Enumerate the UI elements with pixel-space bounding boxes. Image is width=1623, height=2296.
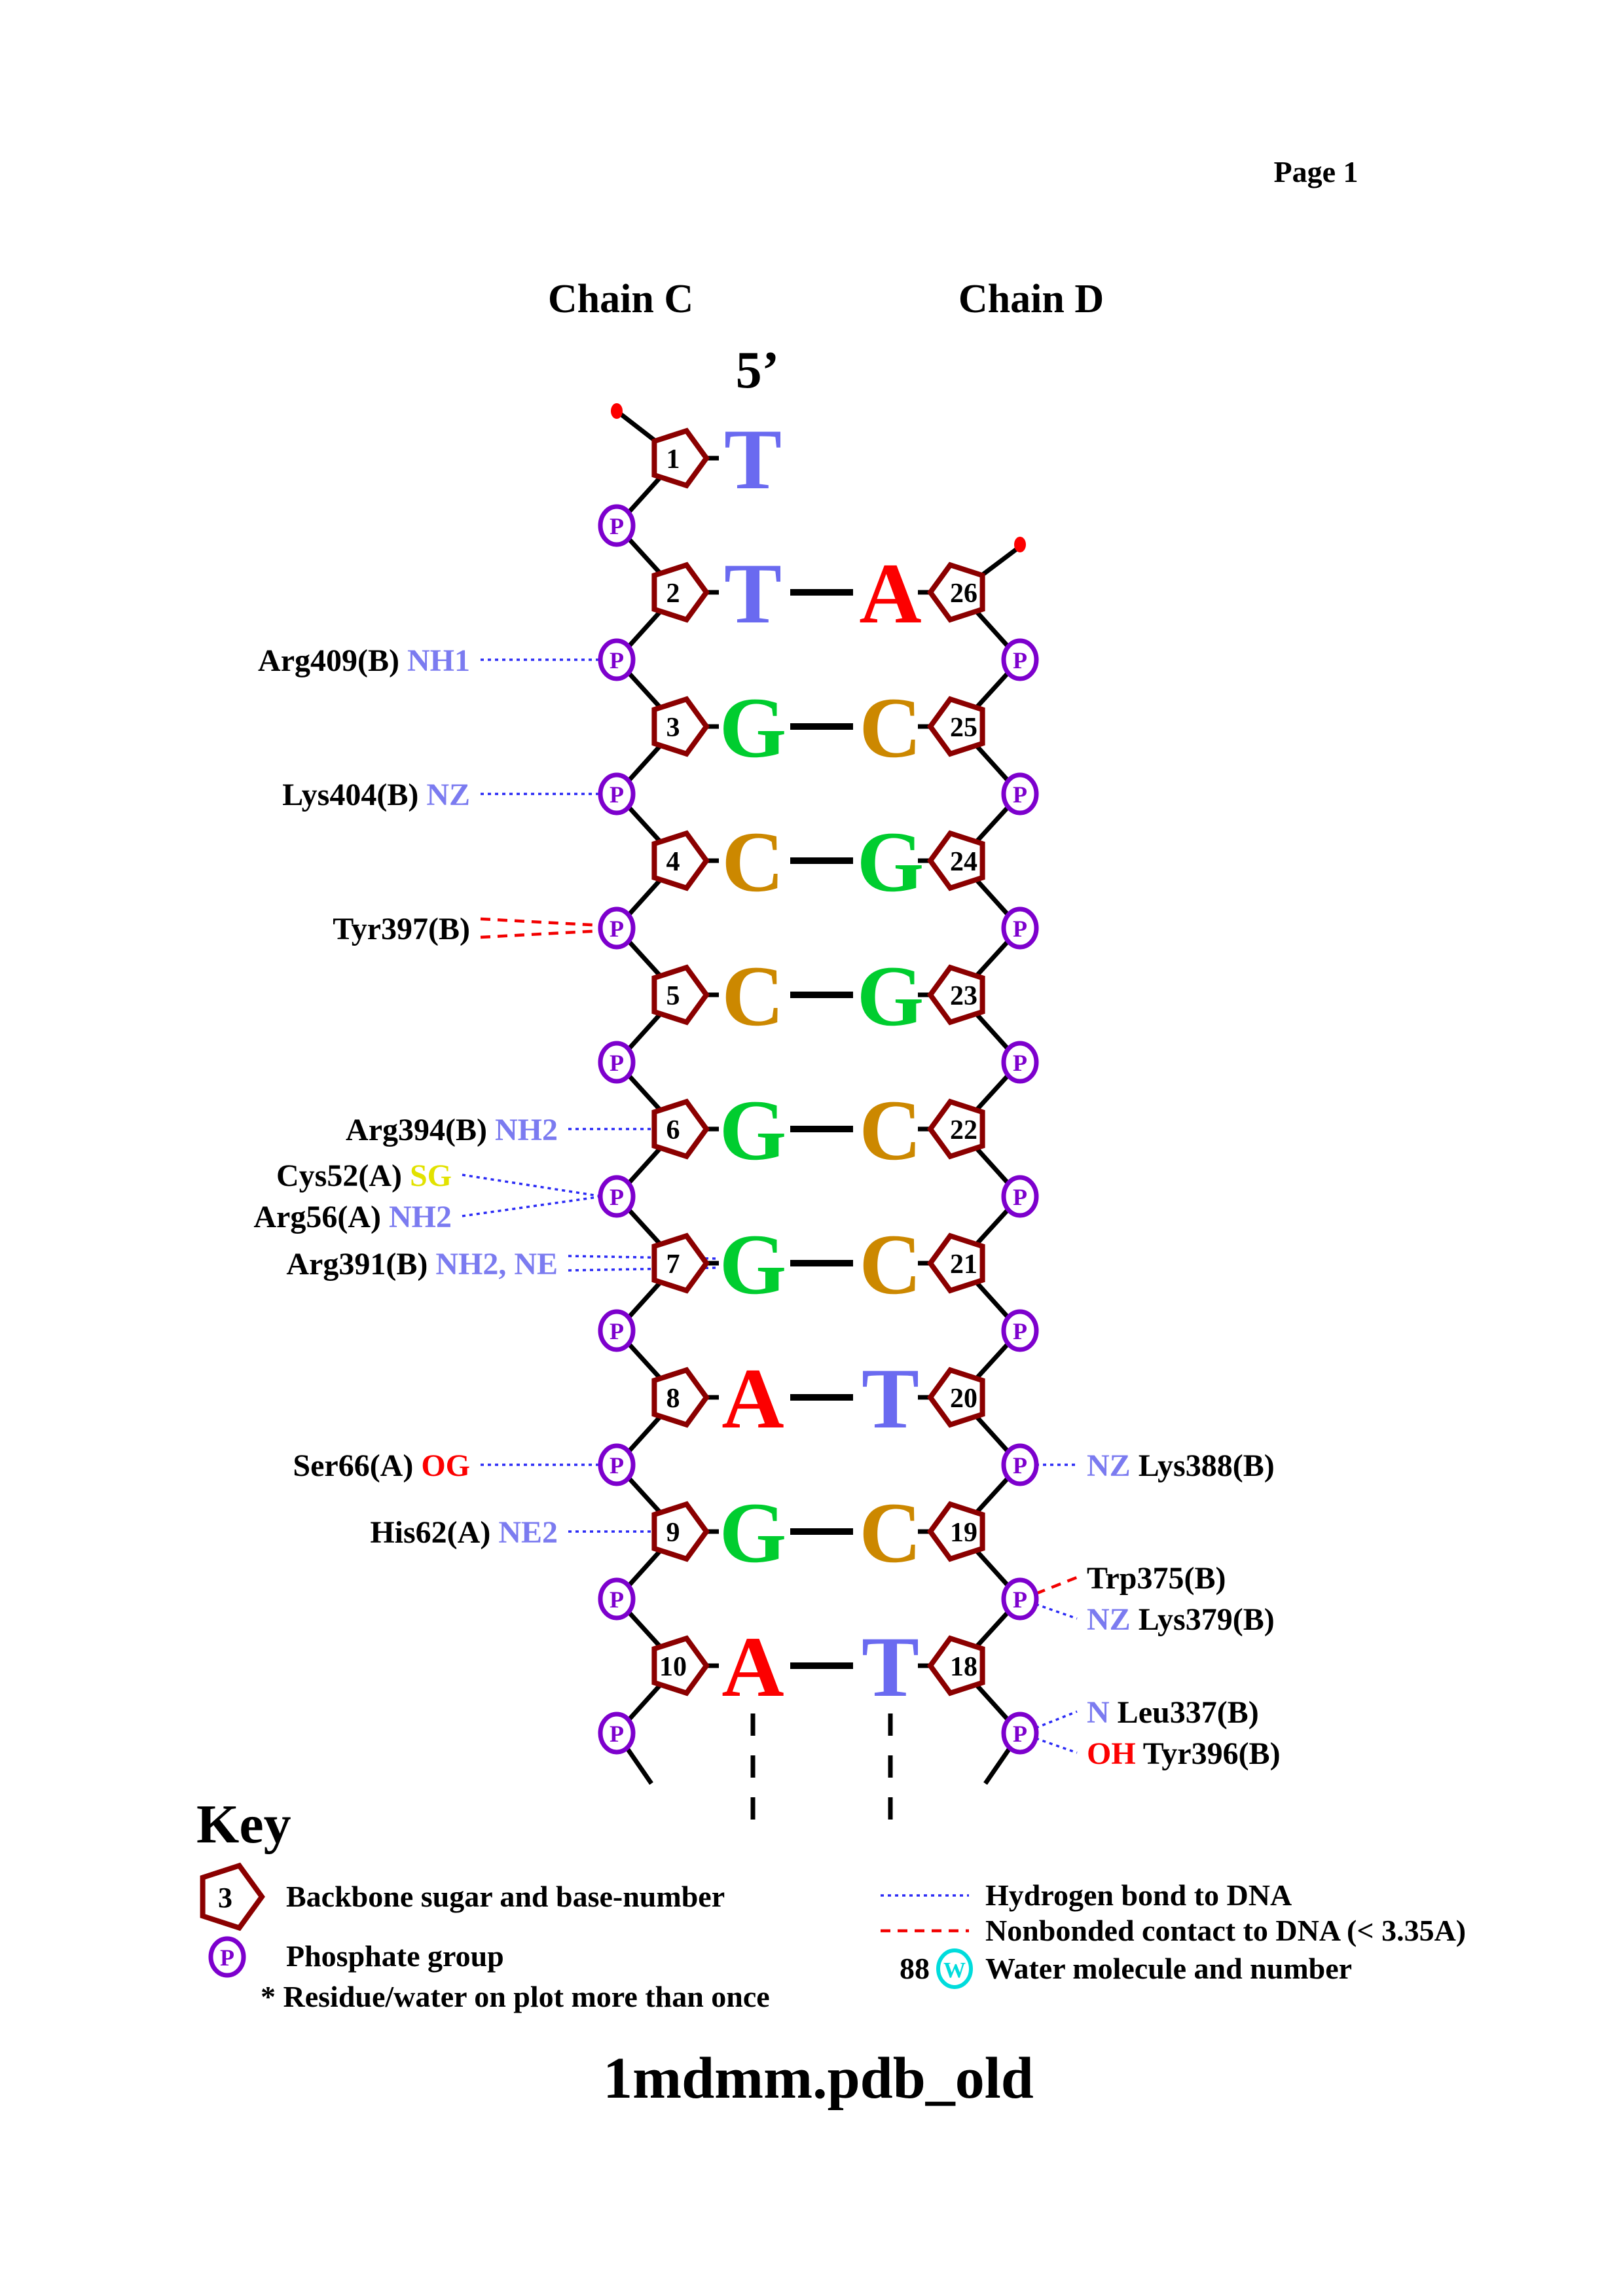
contact-label-part: OG <box>421 1448 470 1483</box>
phosphate-symbol-chain-c: P <box>610 916 624 942</box>
chain-c-label: Chain C <box>547 277 694 321</box>
sugar-number-chain-d: 25 <box>950 713 977 743</box>
base-letter-chain-c: G <box>719 1484 787 1581</box>
nonbonded-contact-line <box>481 919 602 925</box>
sugar-pentagon-chain-c <box>654 833 706 888</box>
contact-label-part: Ser66(A) <box>293 1448 422 1483</box>
contact-label-part: Arg56(A) <box>253 1200 389 1234</box>
contact-label-part: Lys379(B) <box>1130 1602 1275 1637</box>
nonbonded-contact-line <box>1036 1577 1077 1594</box>
sugar-number-chain-c: 2 <box>666 579 680 609</box>
sugar-number-chain-d: 26 <box>950 579 977 609</box>
chain-d-label: Chain D <box>958 277 1104 321</box>
contact-residue-label <box>1087 1448 1275 1483</box>
key-phosphate-symbol: P <box>220 1945 234 1971</box>
base-letter-chain-d: T <box>861 1619 920 1715</box>
key-sugar-label: Backbone sugar and base-number <box>286 1880 725 1913</box>
sugar-pentagon-chain-c <box>654 967 706 1022</box>
phosphate-symbol-chain-c: P <box>610 1452 624 1479</box>
contact-residue-label <box>346 1113 558 1147</box>
base-letter-chain-c: T <box>723 545 782 641</box>
contact-label-part: SG <box>409 1158 452 1193</box>
contact-label-part: Trp375(B) <box>1087 1561 1226 1596</box>
contact-label-part: NH2 <box>495 1113 558 1147</box>
sugar-number-chain-c: 1 <box>666 444 680 475</box>
contact-label-part: Tyr396(B) <box>1135 1736 1281 1771</box>
contact-label-part: NH2 <box>389 1200 452 1234</box>
contact-label-part: Cys52(A) <box>276 1158 410 1193</box>
base-letter-chain-c: C <box>721 948 784 1044</box>
sugar-number-chain-d: 18 <box>950 1652 977 1682</box>
sugar-number-chain-d: 20 <box>950 1384 977 1414</box>
chain-c-terminal-dot <box>611 403 623 419</box>
five-prime-label: 5’ <box>735 342 780 399</box>
phosphate-symbol-chain-c: P <box>610 647 624 673</box>
base-letter-chain-c: C <box>721 814 784 910</box>
base-letter-chain-d: G <box>856 814 924 910</box>
contact-label-part: NZ <box>1087 1448 1131 1483</box>
hydrogen-bond-line <box>1036 1604 1077 1619</box>
sugar-number-chain-d: 21 <box>950 1249 977 1280</box>
key-sugar-number: 3 <box>218 1882 232 1914</box>
key-phosphate-label: Phosphate group <box>286 1939 504 1973</box>
key-title: Key <box>196 1794 291 1855</box>
phosphate-symbol-chain-d: P <box>1013 916 1027 942</box>
contact-residue-label <box>1087 1602 1275 1637</box>
hydrogen-bond-line <box>462 1196 602 1216</box>
phosphate-symbol-chain-d: P <box>1013 781 1027 808</box>
sugar-pentagon-chain-c <box>654 431 706 486</box>
contact-label-part: Lys388(B) <box>1130 1448 1275 1483</box>
key-water-number: 88 <box>900 1952 930 1985</box>
contact-residue-label <box>258 643 470 678</box>
phosphate-symbol-chain-d: P <box>1013 1050 1027 1076</box>
phosphate-symbol-chain-c: P <box>610 513 624 539</box>
sugar-number-chain-c: 10 <box>659 1652 687 1682</box>
contact-residue-label <box>286 1247 558 1282</box>
sugar-pentagon-chain-c <box>654 565 706 620</box>
sugar-number-chain-c: 4 <box>666 847 680 877</box>
key-water-label: Water molecule and number <box>985 1952 1353 1985</box>
key-nonbonded-label: Nonbonded contact to DNA (< 3.35A) <box>985 1914 1467 1947</box>
contact-label-part: NZ <box>426 778 470 812</box>
sugar-number-chain-c: 7 <box>666 1249 680 1280</box>
phosphate-symbol-chain-d: P <box>1013 1587 1027 1613</box>
key-repeat-note: * Residue/water on plot more than once <box>261 1980 770 2013</box>
sugar-pentagon-chain-c <box>654 1370 706 1425</box>
base-letter-chain-d: C <box>859 1484 922 1581</box>
base-letter-chain-c: T <box>723 411 782 507</box>
sugar-pentagon-chain-c <box>654 1504 706 1559</box>
sugar-number-chain-d: 24 <box>950 847 977 877</box>
contact-label-part: NH2, NE <box>435 1247 558 1282</box>
base-letter-chain-c: G <box>719 679 787 776</box>
contact-label-part: Arg409(B) <box>258 643 407 678</box>
sugar-number-chain-c: 5 <box>666 981 680 1011</box>
base-letter-chain-d: G <box>856 948 924 1044</box>
page-number-label: Page 1 <box>1273 155 1359 188</box>
nonbonded-contact-line <box>481 931 602 937</box>
base-letter-chain-d: T <box>861 1350 920 1446</box>
contact-residue-label <box>1087 1736 1281 1771</box>
sugar-pentagon-chain-c <box>654 1102 706 1157</box>
contact-label-part: Arg391(B) <box>286 1247 436 1282</box>
base-letter-chain-c: A <box>721 1350 784 1446</box>
phosphate-symbol-chain-c: P <box>610 1184 624 1210</box>
contact-residue-label <box>333 912 470 946</box>
chain-d-terminal-dot <box>1014 537 1026 552</box>
sugar-number-chain-c: 3 <box>666 713 680 743</box>
key-hydrogen-bond-label: Hydrogen bond to DNA <box>985 1878 1292 1912</box>
base-letter-chain-d: C <box>859 1082 922 1178</box>
hydrogen-bond-line <box>1036 1712 1077 1728</box>
base-letter-chain-c: G <box>719 1216 787 1312</box>
contact-residue-label <box>253 1200 452 1234</box>
base-letter-chain-d: C <box>859 1216 922 1312</box>
phosphate-symbol-chain-c: P <box>610 1050 624 1076</box>
phosphate-symbol-chain-c: P <box>610 1721 624 1747</box>
chain-c-backbone-line <box>617 411 678 1784</box>
base-letter-chain-c: G <box>719 1082 787 1178</box>
phosphate-symbol-chain-d: P <box>1013 1721 1027 1747</box>
contact-label-part: N <box>1087 1695 1110 1730</box>
contact-residue-label <box>1087 1561 1226 1596</box>
contact-label-part: His62(A) <box>370 1515 499 1550</box>
sugar-number-chain-c: 6 <box>666 1115 680 1145</box>
contact-label-part: Tyr397(B) <box>333 912 470 946</box>
phosphate-symbol-chain-c: P <box>610 1587 624 1613</box>
contact-residue-label <box>293 1448 470 1483</box>
contact-residue-label <box>276 1158 452 1193</box>
sugar-number-chain-d: 22 <box>950 1115 977 1145</box>
sugar-pentagon-chain-c <box>654 699 706 754</box>
phosphate-symbol-chain-d: P <box>1013 1184 1027 1210</box>
hydrogen-bond-line <box>462 1175 602 1196</box>
key-water-symbol: W <box>943 1958 966 1982</box>
contact-residue-label <box>282 778 470 812</box>
contact-residue-label <box>1087 1695 1259 1730</box>
phosphate-symbol-chain-c: P <box>610 781 624 808</box>
phosphate-symbol-chain-c: P <box>610 1318 624 1344</box>
sugar-number-chain-c: 9 <box>666 1518 680 1548</box>
sugar-number-chain-d: 19 <box>950 1518 977 1548</box>
contact-label-part: Leu337(B) <box>1109 1695 1259 1730</box>
phosphate-symbol-chain-d: P <box>1013 1318 1027 1344</box>
hydrogen-bond-line <box>1036 1738 1077 1753</box>
phosphate-symbol-chain-d: P <box>1013 647 1027 673</box>
base-letter-chain-d: A <box>859 545 922 641</box>
contact-label-part: OH <box>1087 1736 1136 1771</box>
sugar-number-chain-d: 23 <box>950 981 977 1011</box>
contact-label-part: NH1 <box>407 643 470 678</box>
base-letter-chain-d: C <box>859 679 922 776</box>
base-letter-chain-c: A <box>721 1619 784 1715</box>
base-and-label-text <box>253 411 1280 1771</box>
contact-label-part: NZ <box>1087 1602 1131 1637</box>
sugar-pentagon-chain-c <box>654 1236 706 1291</box>
contact-label-part: Arg394(B) <box>346 1113 495 1147</box>
contact-label-part: Lys404(B) <box>282 778 427 812</box>
plot-title: 1mdmm.pdb_old <box>603 2046 1034 2111</box>
sugar-number-chain-c: 8 <box>666 1384 680 1414</box>
phosphate-symbol-chain-d: P <box>1013 1452 1027 1479</box>
contact-label-part: NE2 <box>498 1515 558 1550</box>
contact-residue-label <box>370 1515 558 1550</box>
